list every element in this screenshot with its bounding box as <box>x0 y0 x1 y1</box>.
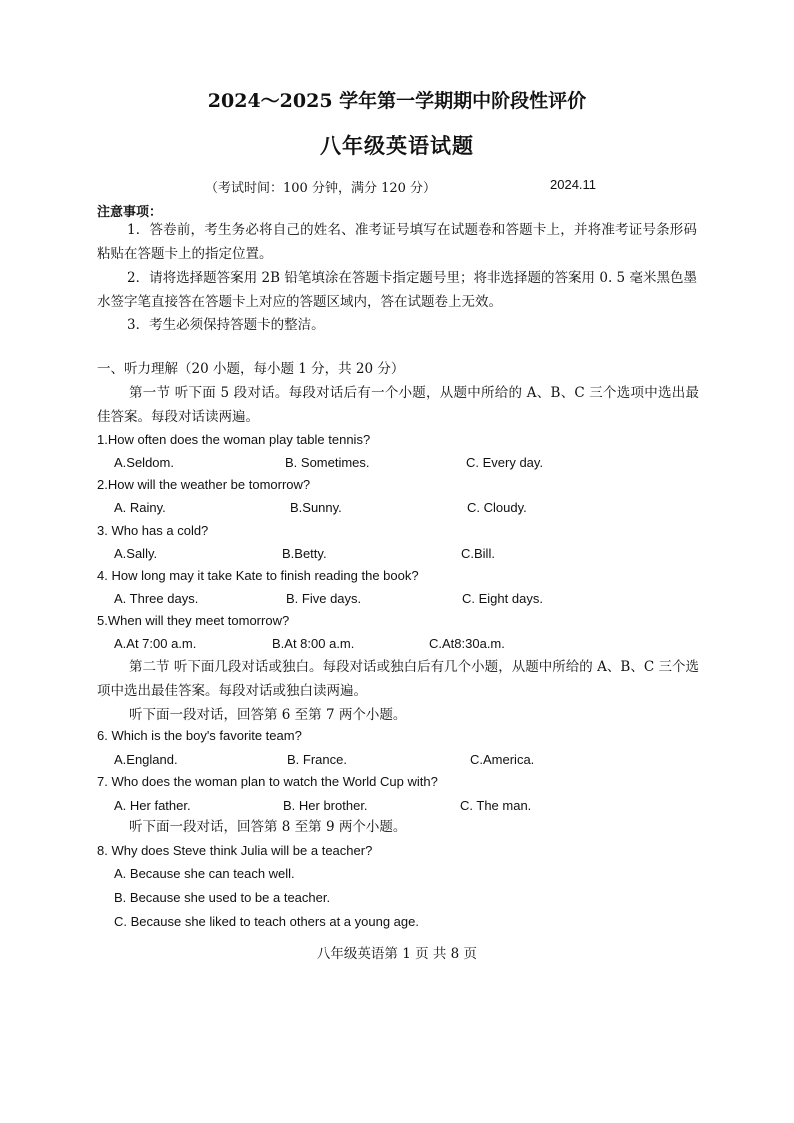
page-footer: 八年级英语第 1 页 共 8 页 <box>316 946 478 962</box>
notes-heading: 注意事项： <box>97 205 163 220</box>
question-7-option-c: C. The man. <box>460 798 532 813</box>
question-2-option-a: A. Rainy. <box>114 500 166 515</box>
question-8-stem: 8. Why does Steve think Julia will be a teacher? <box>97 843 373 858</box>
question-1-option-c: C. Every day. <box>466 455 544 470</box>
exam-date: 2024.11 <box>550 177 597 192</box>
listen-6-7-instruction: 听下面一段对话，回答第 6 至第 7 两个小题。 <box>129 707 407 723</box>
question-8-option-c: C. Because she liked to teach others at a young age. <box>114 914 419 929</box>
question-3-option-b: B.Betty. <box>282 546 327 561</box>
question-1-option-a: A.Seldom. <box>114 455 174 470</box>
question-6-option-a: A.England. <box>114 752 178 767</box>
exam-title: 2024～2025 学年第一学期期中阶段性评价 <box>207 90 587 112</box>
question-7-option-a: A. Her father. <box>114 798 191 813</box>
question-4-option-b: B. Five days. <box>286 591 362 606</box>
exam-info: （考试时间：100 分钟，满分 120 分） <box>205 181 437 196</box>
question-3-option-a: A.Sally. <box>114 546 158 561</box>
listen-8-9-instruction: 听下面一段对话，回答第 8 至第 9 两个小题。 <box>129 819 407 835</box>
question-1-option-b: B. Sometimes. <box>285 455 370 470</box>
section-heading: 一、听力理解（20 小题，每小题 1 分，共 20 分） <box>97 361 405 377</box>
question-5-stem: 5.When will they meet tomorrow? <box>97 613 290 628</box>
question-3-stem: 3. Who has a cold? <box>97 523 209 538</box>
note-item-1: 1．答卷前，考生务必将自己的姓名、准考证号填写在试题卷和答题卡上，并将准考证号条形码粘贴在答题卡上的指定位置。 <box>97 222 697 262</box>
question-2-stem: 2.How will the weather be tomorrow? <box>97 477 311 492</box>
question-8-option-a: A. Because she can teach well. <box>114 866 295 881</box>
question-7-stem: 7. Who does the woman plan to watch the World Cup with? <box>97 774 438 789</box>
question-5-option-c: C.At8:30a.m. <box>429 636 505 651</box>
question-2-option-b: B.Sunny. <box>290 500 342 515</box>
note-item-3: 3．考生必须保持答题卡的整洁。 <box>127 317 325 333</box>
question-8-option-b: B. Because she used to be a teacher. <box>114 890 331 905</box>
question-4-stem: 4. How long may it take Kate to finish reading the book? <box>97 568 419 583</box>
question-4-option-c: C. Eight days. <box>462 591 543 606</box>
question-2-option-c: C. Cloudy. <box>467 500 527 515</box>
question-4-option-a: A. Three days. <box>114 591 199 606</box>
note-item-2: 2．请将选择题答案用 2B 铅笔填涂在答题卡指定题号里；将非选择题的答案用 0. 5 毫米黑色墨水签字笔直接答在答题卡上对应的答题区域内，答在试题卷上无效。 <box>97 270 697 310</box>
question-5-option-a: A.At 7:00 a.m. <box>114 636 197 651</box>
part2-instruction: 第二节 听下面几段对话或独白。每段对话或独白后有几个小题，从题中所给的 A、B、C 三个选项中选出最佳答案。每段对话或独白读两遍。 <box>97 659 699 699</box>
question-1-stem: 1.How often does the woman play table tennis? <box>97 432 371 447</box>
question-6-option-c: C.America. <box>470 752 535 767</box>
part1-instruction: 第一节 听下面 5 段对话。每段对话后有一个小题，从题中所给的 A、B、C 三个选项中选出最佳答案。每段对话读两遍。 <box>97 385 699 425</box>
question-5-option-b: B.At 8:00 a.m. <box>272 636 355 651</box>
question-6-option-b: B. France. <box>287 752 347 767</box>
exam-subtitle: 八年级英语试题 <box>320 133 474 158</box>
question-7-option-b: B. Her brother. <box>283 798 368 813</box>
question-3-option-c: C.Bill. <box>461 546 495 561</box>
question-6-stem: 6. Which is the boy's favorite team? <box>97 728 302 743</box>
